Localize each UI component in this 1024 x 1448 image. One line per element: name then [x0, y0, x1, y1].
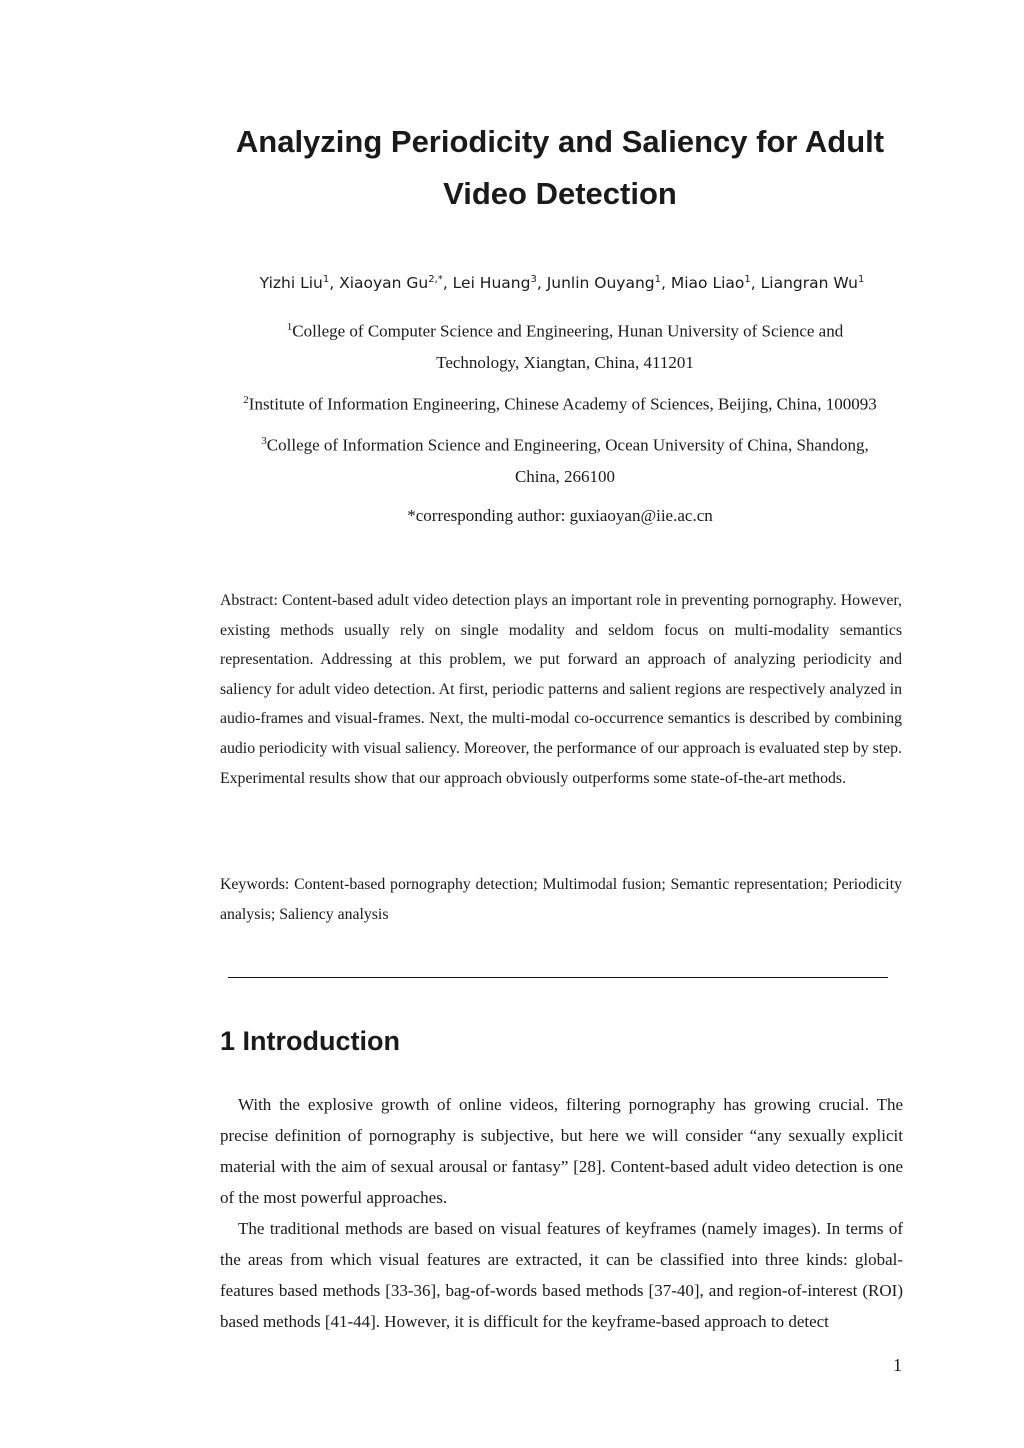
affiliation-1: $^1$College of Computer Science and Engineering, Hunan University of Science and Technology, Xiangtan, China, 411201: [286, 321, 844, 372]
affiliation-3: $^3$College of Information Science and Engineering, Ocean University of China, Shandong, China, 266100: [261, 435, 869, 486]
author: Miao Liao$^1$: [670, 274, 751, 293]
author: Liangran Wu$^1$: [760, 274, 865, 293]
paragraph: With the explosive growth of online videos, filtering pornography has growing crucial. The precise definition of pornography is subjective, but here we will consider “any sexually explicit material with the aim of sexual arousal or fantasy” [28]. Content-based adult video detection is one of the most powerful approaches.: [220, 1095, 903, 1207]
section-divider: [228, 977, 888, 978]
introduction-body: [220, 1089, 903, 1337]
author: Lei Huang$^3$: [452, 274, 537, 293]
author: Yizhi Liu$^1$: [259, 274, 330, 293]
page-number: 1: [893, 1355, 902, 1375]
title-line-1: Analyzing Periodicity and Saliency for Adult: [235, 124, 885, 159]
author-list: Yizhi Liu$^1$, Xiaoyan $Gu^{2,*}$, Lei Huang$^3$, Junlin Ouyang$^1$, Miao Liao$^1$, Liangran Wu$^1$: [259, 274, 865, 293]
paragraph: The traditional methods are based on visual features of keyframes (namely images). In terms of the areas from which visual features are extracted, it can be classified into three kinds: global-features based methods [33-36], bag-of-words based methods [37-40], and region-of-interest (ROI) based methods [41-44]. However, it is difficult for the keyframe-based approach to detect: [220, 1219, 903, 1331]
author: Xiaoyan $Gu^{2,*}$: [339, 274, 443, 293]
keywords: Keywords: Content-based pornography detection; Multimodal fusion; Semantic representation; Periodicity analysis; Saliency analysis: [220, 876, 902, 923]
abstract: Abstract: Content-based adult video detection plays an important role in preventing pornography. However, existing methods usually rely on single modality and seldom focus on multi-modality semantics representation. Addressing at this problem, we put forward an approach of analyzing periodicity and saliency for adult video detection. At first, periodic patterns and salient regions are respectively analyzed in audio-frames and visual-frames. Next, the multi-modal co-occurrence semantics is described by combining audio periodicity with visual saliency. Moreover, the performance of our approach is evaluated step by step. Experimental results show that our approach obviously outperforms some state-of-the-art methods.: [220, 592, 902, 787]
paper-title: [160, 116, 960, 220]
affiliation-2: $^2$Institute of Information Engineering, Chinese Academy of Sciences, Beijing, China, 100093: [243, 394, 877, 414]
corresponding-author: *corresponding author: guxiaoyan@iie.ac.cn: [407, 506, 713, 525]
section-heading: 1 Introduction: [220, 1026, 400, 1056]
title-line-2: Video Detection: [443, 176, 677, 211]
author: Junlin Ouyang$^1$: [546, 274, 662, 293]
